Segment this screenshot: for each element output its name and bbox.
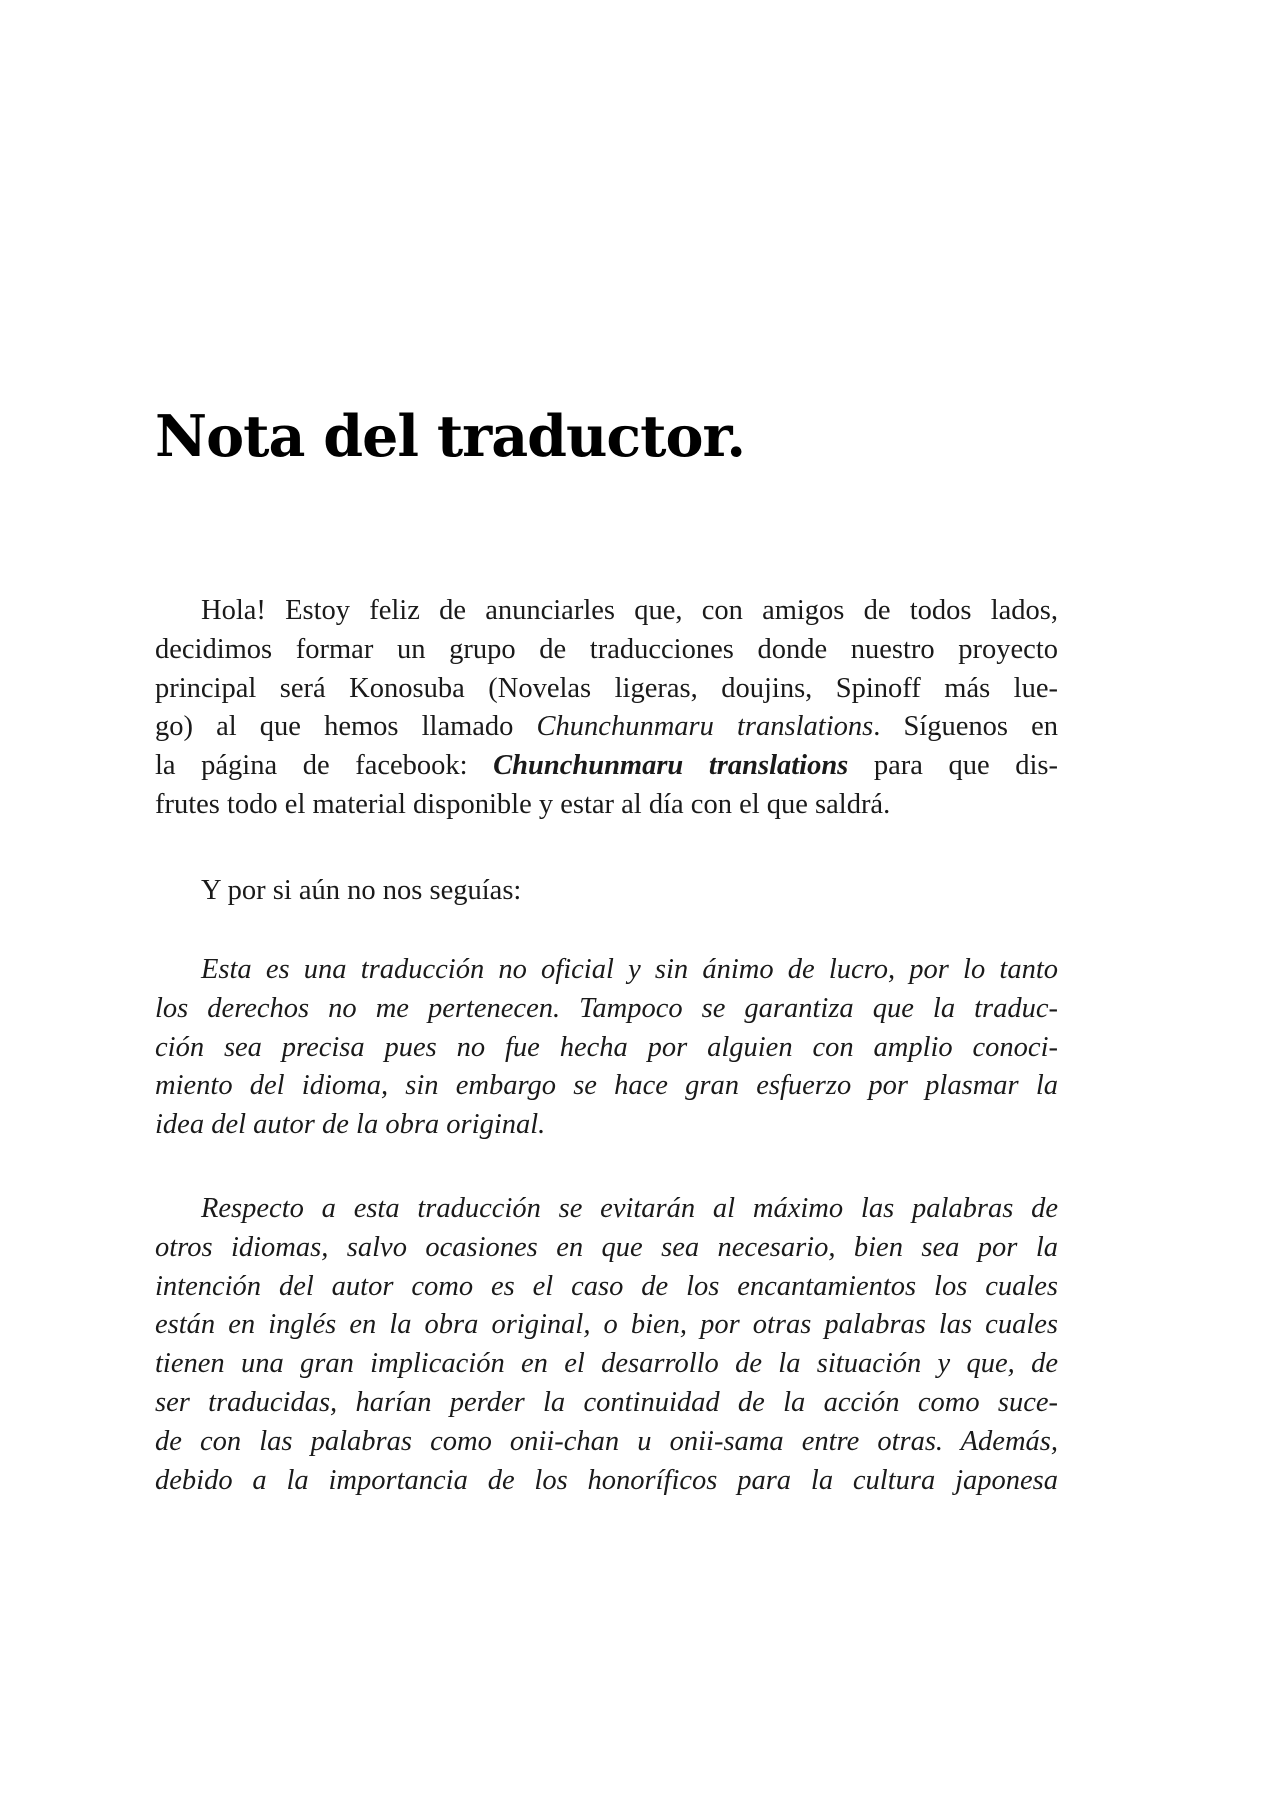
paragraph-line: Y por si aún no nos seguías: (201, 875, 522, 906)
facebook-page-name: Chunchunmaru translations (493, 750, 849, 782)
paragraph-line: principal será Konosuba (Novelas ligeras, doujins, Spinoff más lue- (155, 672, 1058, 704)
paragraph-line: Hola! Estoy feliz de anunciarles que, con amigos de todos lados, (201, 595, 1058, 626)
paragraph-line: intención del autor como es el caso de los encantamientos los cuales (155, 1270, 1058, 1302)
line-text: para que dis- (848, 750, 1058, 782)
paragraph-line: otros idiomas, salvo ocasiones en que sea necesario, bien sea por la (155, 1231, 1058, 1263)
paragraph-line: miento del idioma, sin embargo se hace gran esfuerzo por plasmar la (155, 1070, 1058, 1102)
paragraph-line: Respecto a esta traducción se evitarán al máximo las palabras de (201, 1193, 1058, 1224)
paragraph-line: Esta es una traducción no oficial y sin ánimo de lucro, por lo tanto (201, 954, 1058, 985)
group-name-italic: Chunchunmaru translations (536, 711, 874, 743)
intro-paragraph (155, 592, 1058, 825)
line-text: go) al que hemos llamado (155, 711, 537, 743)
paragraph-line (155, 708, 1058, 747)
translation-policy-paragraph (155, 1190, 1058, 1500)
paragraph-line: están en inglés en la obra original, o bien, por otras palabras las cuales (155, 1309, 1058, 1341)
disclaimer-paragraph (155, 951, 1058, 1145)
paragraph-line: debido a la importancia de los honoríficos para la cultura japonesa (155, 1464, 1058, 1496)
line-text: . Síguenos en (873, 711, 1058, 743)
paragraph-line: ser traducidas, harían perder la continuidad de la acción como suce- (155, 1386, 1058, 1418)
paragraph-line: frutes todo el material disponible y estar al día con el que saldrá. (155, 788, 891, 820)
page-title: Nota del traductor. (155, 403, 746, 470)
paragraph-line: decidimos formar un grupo de traducciones donde nuestro proyecto (155, 633, 1058, 665)
line-text: la página de facebook: (155, 750, 494, 782)
followers-paragraph (155, 872, 1058, 911)
paragraph-line: idea del autor de la obra original. (155, 1109, 546, 1141)
paragraph-line: los derechos no me pertenecen. Tampoco se garantiza que la traduc- (155, 992, 1058, 1024)
paragraph-line: tienen una gran implicación en el desarrollo de la situación y que, de (155, 1348, 1058, 1380)
paragraph-line (155, 747, 1058, 786)
paragraph-line: de con las palabras como onii-chan u onii-sama entre otras. Además, (155, 1425, 1058, 1457)
paragraph-line: ción sea precisa pues no fue hecha por alguien con amplio conoci- (155, 1031, 1058, 1063)
